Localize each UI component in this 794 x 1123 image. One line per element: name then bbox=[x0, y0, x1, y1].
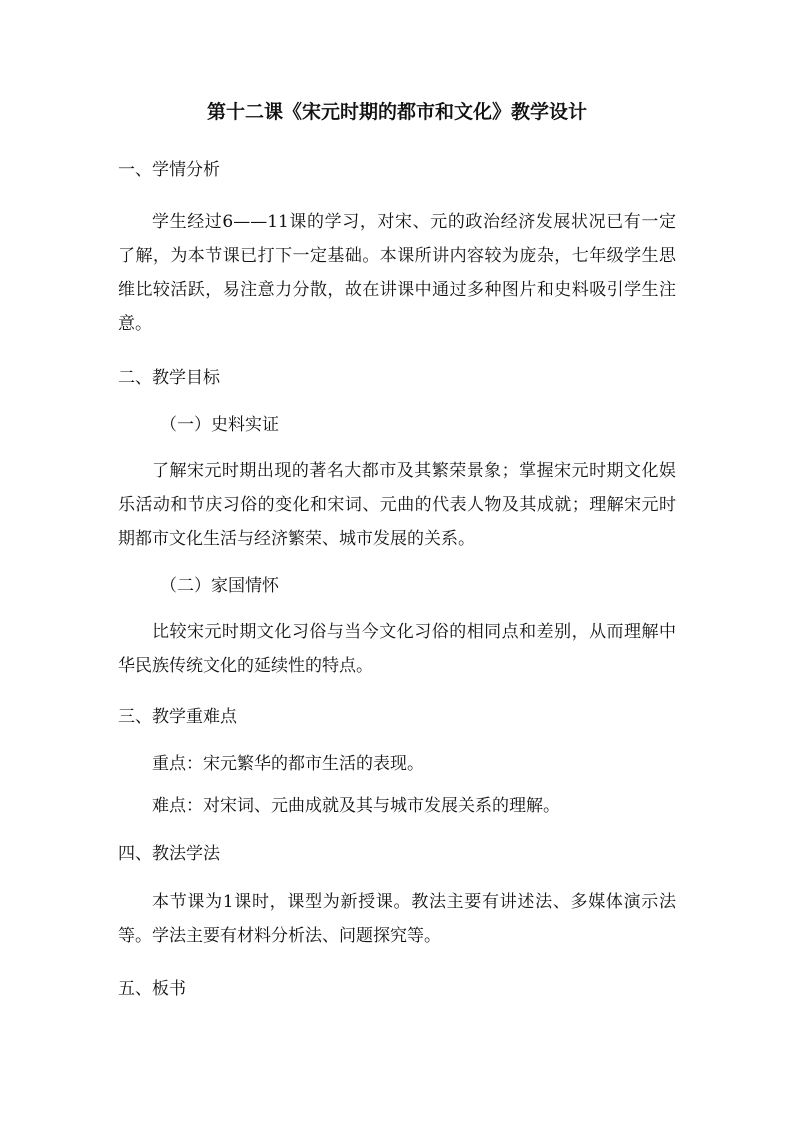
section-heading-key-difficult-points: 三、教学重难点 bbox=[118, 707, 237, 728]
patriotism-paragraph: 比较宋元时期文化习俗与当今文化习俗的相同点和差别，从而理解中华民族传统文化的延续性的特点。 bbox=[118, 622, 676, 677]
subheading-historical-evidence: （一）史料实证 bbox=[160, 414, 279, 435]
section-heading-learning-analysis: 一、学情分析 bbox=[118, 159, 220, 180]
historical-evidence-paragraph: 了解宋元时期出现的著名大都市及其繁荣景象；掌握宋元时期文化娱乐活动和节庆习俗的变化和宋词、元曲的代表人物及其成就；理解宋元时期都市文化生活与经济繁荣、城市发展的关系。 bbox=[118, 460, 676, 549]
learning-analysis-paragraph: 学生经过6——11课的学习，对宋、元的政治经济发展状况已有一定了解，为本节课已打下一定基础。本课所讲内容较为庞杂，七年级学生思维比较活跃，易注意力分散，故在讲课中通过多种图片和史料吸引学生注意。 bbox=[118, 211, 676, 334]
key-point-paragraph: 重点：宋元繁华的都市生活的表现。 bbox=[152, 754, 424, 775]
document-title: 第十二课《宋元时期的都市和文化》教学设计 bbox=[206, 101, 587, 123]
section-heading-teaching-goals: 二、教学目标 bbox=[118, 367, 220, 388]
section-heading-teaching-methods: 四、教法学法 bbox=[118, 844, 220, 865]
teaching-methods-paragraph: 本节课为1课时，课型为新授课。教法主要有讲述法、多媒体演示法等。学法主要有材料分析法、问题探究等。 bbox=[118, 892, 676, 947]
section-heading-blackboard: 五、板书 bbox=[118, 979, 186, 1000]
subheading-patriotism: （二）家国情怀 bbox=[160, 575, 279, 596]
difficult-point-paragraph: 难点：对宋词、元曲成就及其与城市发展关系的理解。 bbox=[152, 796, 560, 817]
